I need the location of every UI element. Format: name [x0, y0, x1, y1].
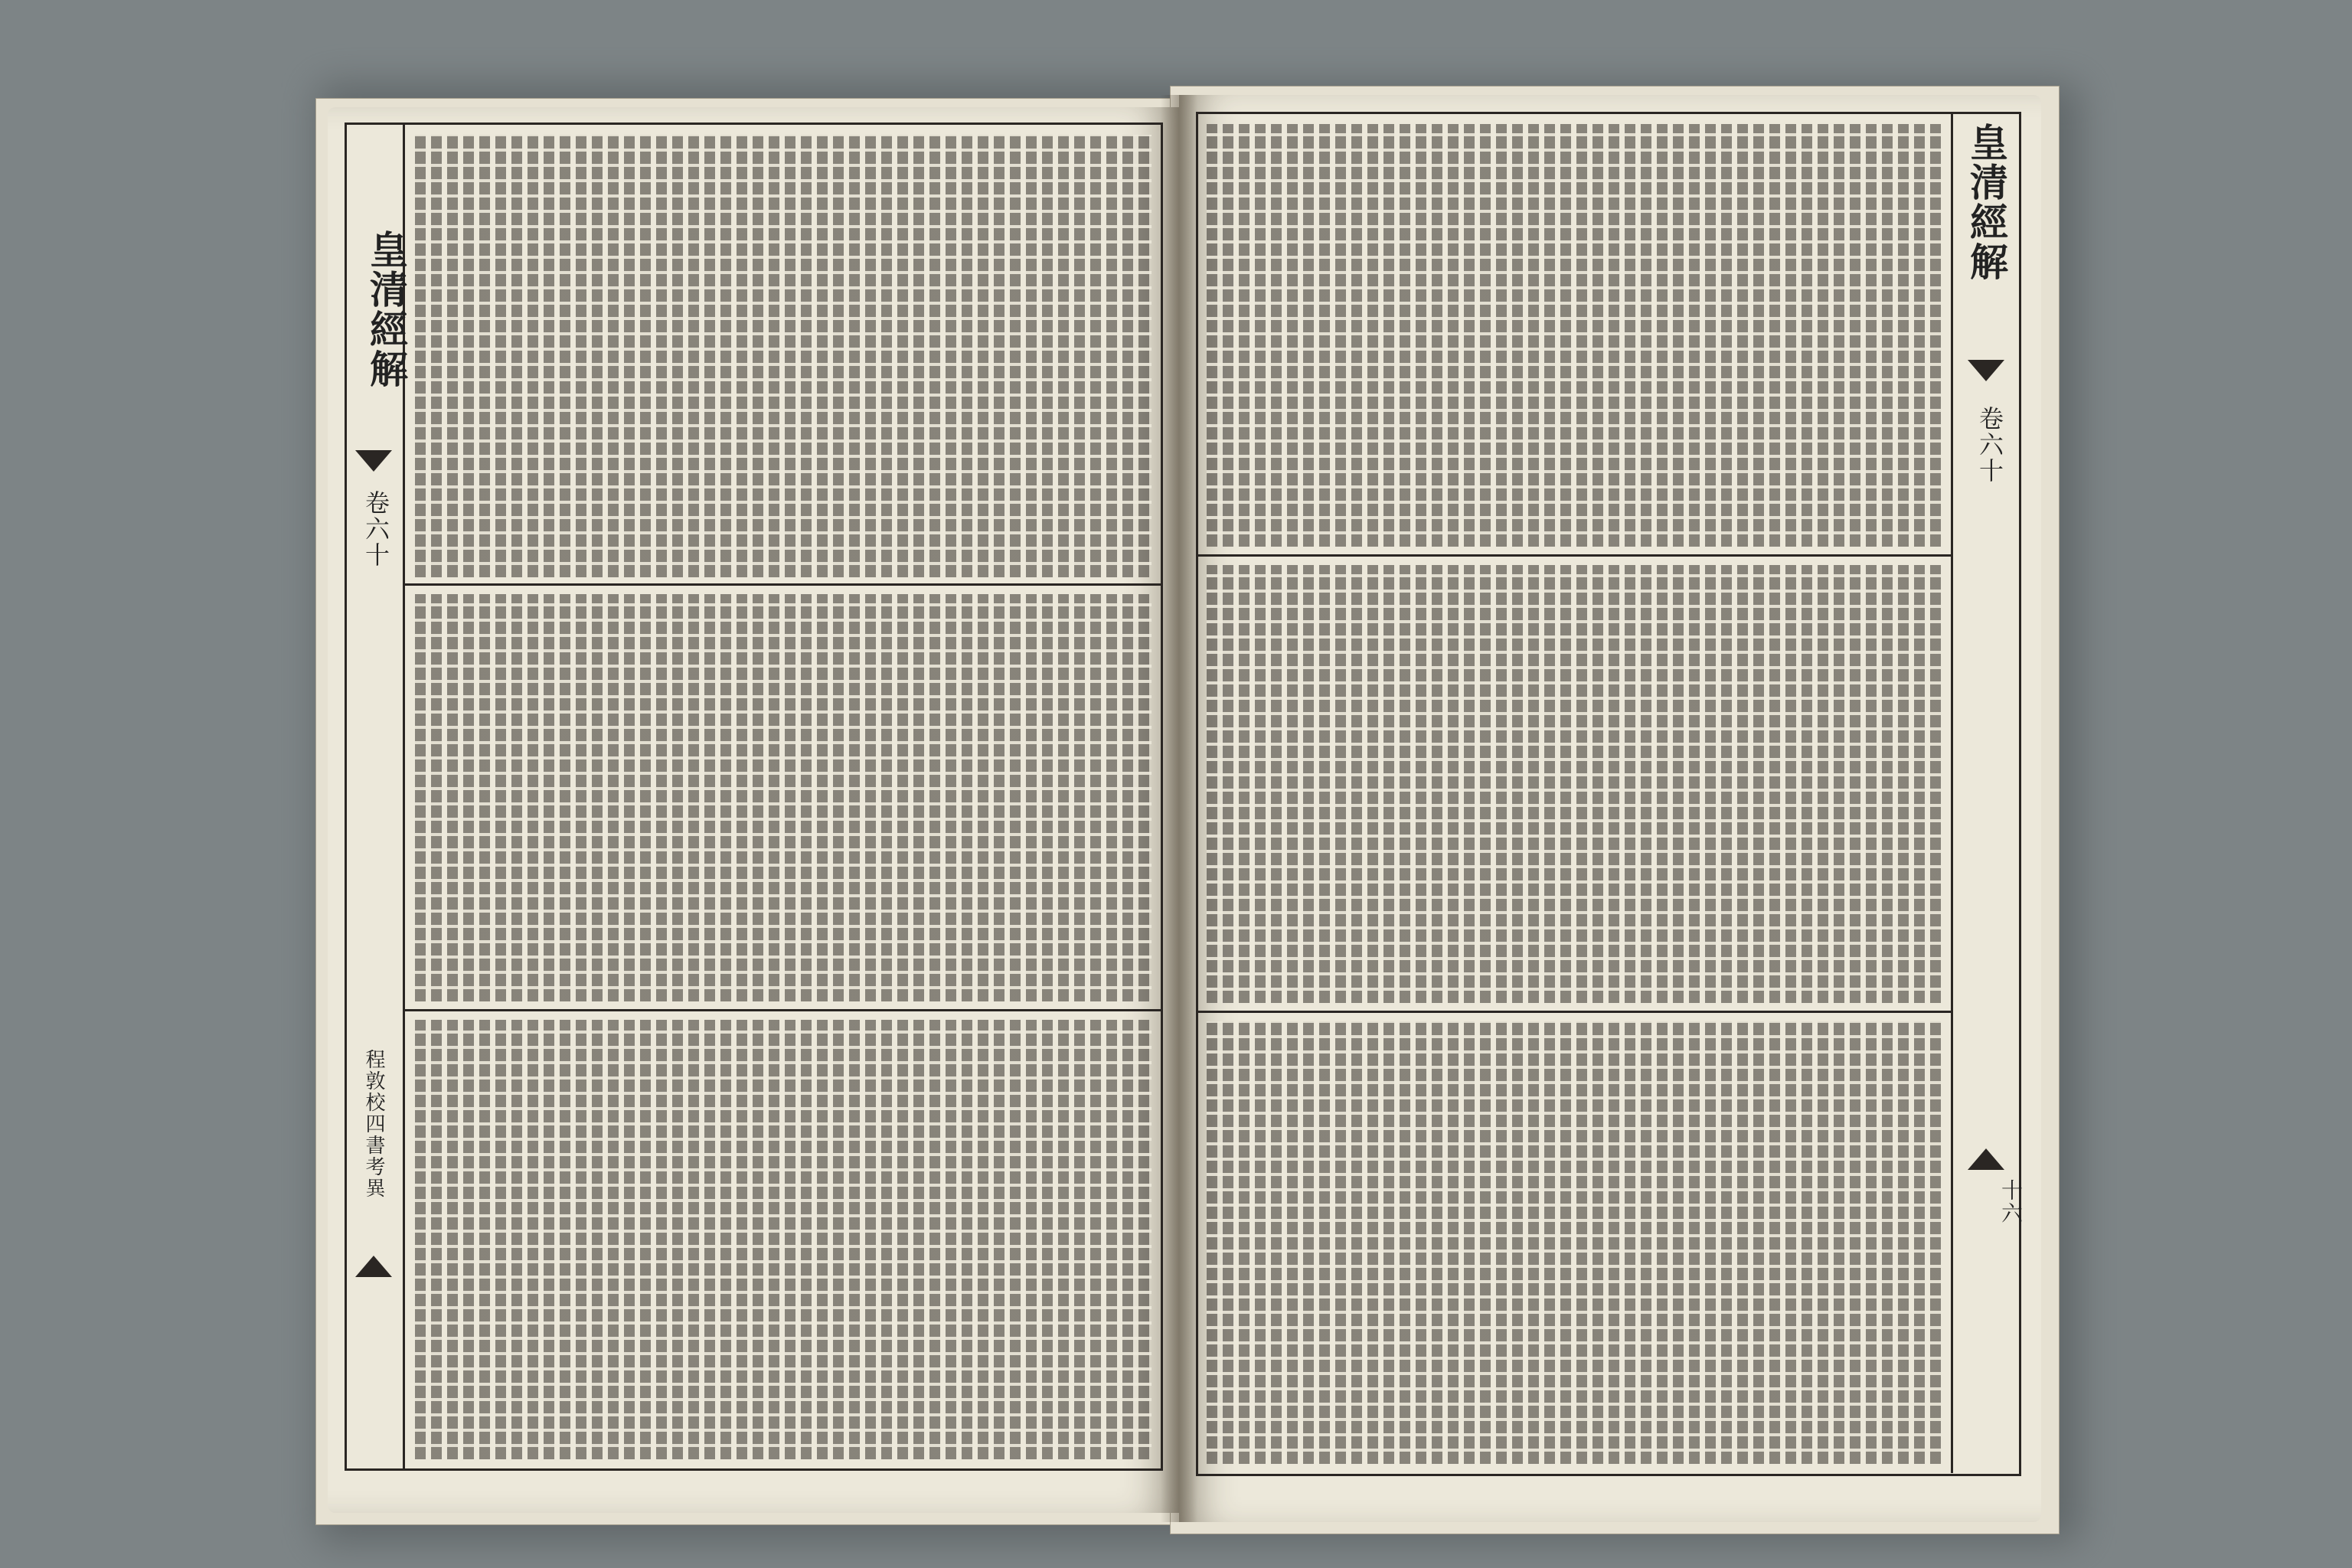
left-fish-tail-lower — [355, 1256, 392, 1277]
right-register-rule-1 — [1196, 554, 1952, 557]
right-text-grain-lower — [1207, 1021, 1945, 1464]
left-register-rule-1 — [403, 583, 1161, 586]
right-fish-tail-lower — [1968, 1148, 2004, 1170]
left-page-volume: 卷六十 — [361, 490, 390, 568]
right-text-grain-upper — [1207, 124, 1945, 547]
left-fish-tail-upper — [355, 450, 392, 472]
right-margin-rule — [1951, 112, 1953, 1473]
right-text-grain-middle — [1207, 565, 1945, 1003]
left-text-grain-upper — [415, 135, 1152, 577]
right-page-volume: 卷六十 — [1975, 406, 2004, 484]
left-page-title: 皇清經解 — [364, 230, 409, 389]
left-register-rule-2 — [403, 1009, 1161, 1011]
left-text-grain-lower — [415, 1020, 1152, 1459]
right-register-rule-2 — [1196, 1011, 1952, 1013]
right-page-leaf-number: 十六 — [1998, 1179, 2024, 1225]
right-fish-tail-upper — [1968, 360, 2004, 381]
left-text-grain-middle — [415, 594, 1152, 1001]
right-page-title: 皇清經解 — [1964, 122, 2009, 282]
left-page-footer: 程敦校四書考異 — [362, 1049, 385, 1199]
book-gutter — [1161, 95, 1197, 1522]
